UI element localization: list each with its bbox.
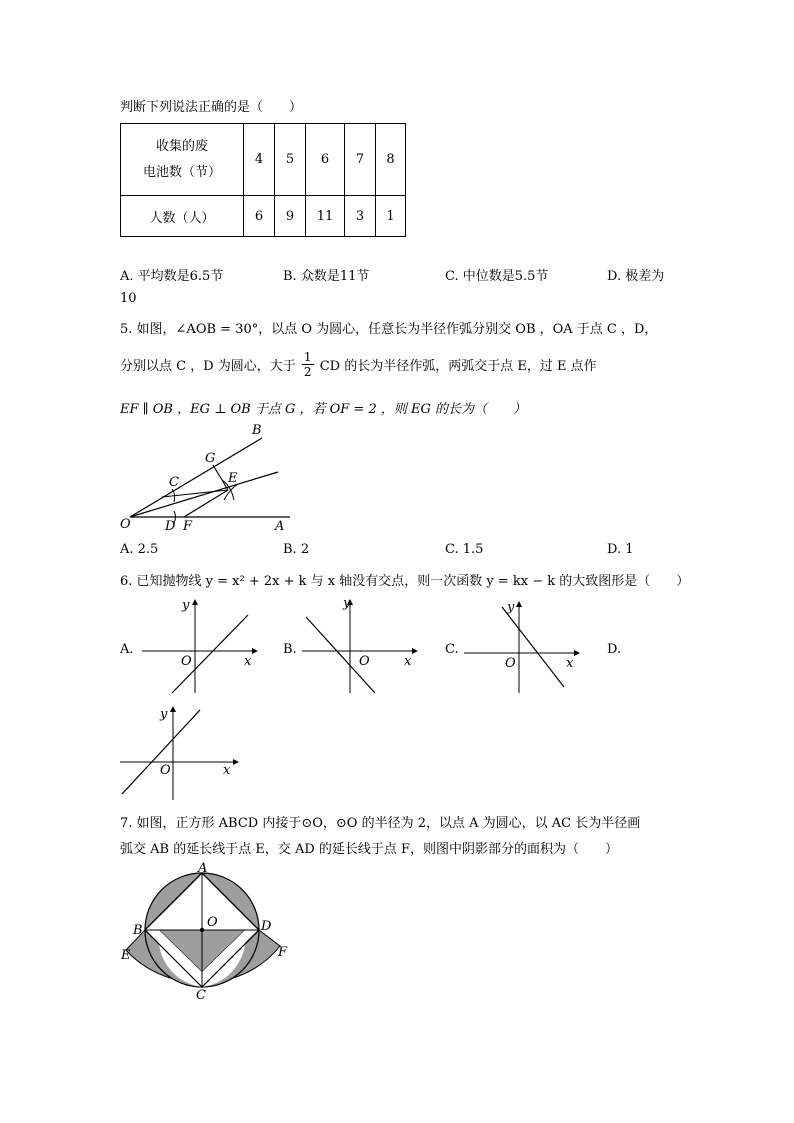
label-o: O xyxy=(207,915,218,930)
table-cell: 11 xyxy=(306,196,345,237)
axis-label-y: y xyxy=(507,600,515,615)
fraction-denominator: 2 xyxy=(303,365,312,379)
table-header-line2: 电池数（节） xyxy=(142,164,221,180)
label-d: D xyxy=(261,919,272,934)
table-cell: 4 xyxy=(244,124,275,196)
x-arrow-icon xyxy=(233,759,239,765)
q6-option-d-label[interactable]: D. xyxy=(607,642,622,657)
x-arrow-icon xyxy=(412,648,418,654)
table-cell: 3 xyxy=(345,196,376,237)
axis-label-x: x xyxy=(244,654,252,669)
fraction xyxy=(302,350,314,379)
q5-line2-a: 分别以点 C ，D 为圆心，大于 xyxy=(120,359,296,374)
graph-option-c[interactable] xyxy=(462,595,582,695)
q6-option-b-label[interactable]: B. xyxy=(283,642,297,657)
q4-stem: 判断下列说法正确的是（ ） xyxy=(120,100,303,115)
q5-option-d[interactable]: D. 1 xyxy=(607,542,634,557)
x-arrow-icon xyxy=(252,648,258,654)
graph-line xyxy=(122,710,200,794)
q6-stem: 6. 已知抛物线 y = x² + 2x + k 与 x 轴没有交点，则一次函数 y = kx − k 的大致图形是（ ） xyxy=(120,574,690,589)
table-header-cell: 人数（人） xyxy=(121,196,244,237)
label-g: G xyxy=(205,451,216,466)
battery-table xyxy=(120,123,406,237)
label-d: D xyxy=(165,519,176,534)
graph-option-a[interactable] xyxy=(140,595,260,695)
q5-line1: 5. 如图，∠AOB = 30°，以点 O 为圆心，任意长为半径作弧分别交 OB ，OA 于点 C ，D， xyxy=(120,322,658,337)
segment-eg xyxy=(213,465,228,490)
circle-square-figure xyxy=(118,862,298,1002)
origin-label: O xyxy=(505,656,516,671)
label-f: F xyxy=(278,945,288,960)
q5-line3: EF ∥ OB ，EG ⊥ OB 于点 G ，若 OF = 2 ，则 EG 的长为（ ） xyxy=(120,402,526,417)
q5-line2 xyxy=(120,350,597,384)
y-arrow-icon xyxy=(192,599,198,605)
ray-oe xyxy=(130,472,278,517)
table-cell: 5 xyxy=(275,124,306,196)
axis-label-x: x xyxy=(223,763,231,778)
label-c: C xyxy=(196,988,206,1002)
angle-figure xyxy=(110,420,300,535)
q4-option-d[interactable]: D. 极差为 xyxy=(607,269,665,284)
table-cell: 6 xyxy=(306,124,345,196)
axis-label-y: y xyxy=(343,596,351,611)
label-e: E xyxy=(121,948,131,963)
ray-ob xyxy=(130,438,262,517)
axis-label-x: x xyxy=(566,656,574,671)
table-row xyxy=(121,196,406,237)
label-b: B xyxy=(252,423,262,438)
label-e: E xyxy=(228,471,238,486)
x-arrow-icon xyxy=(574,650,580,656)
table-cell: 8 xyxy=(376,124,406,196)
axis-label-y: y xyxy=(182,598,190,613)
q4-option-d-wrap: 10 xyxy=(120,291,137,306)
q4-option-b[interactable]: B. 众数是11节 xyxy=(283,269,370,284)
q4-option-c[interactable]: C. 中位数是5.5节 xyxy=(445,269,549,284)
origin-label: O xyxy=(359,654,370,669)
q7-line1: 7. 如图，正方形 ABCD 内接于⊙O，⊙O 的半径为 2，以点 A 为圆心，以 AC 长为半径画 xyxy=(120,816,641,831)
center-point xyxy=(200,928,204,932)
table-cell: 1 xyxy=(376,196,406,237)
q5-option-a[interactable]: A. 2.5 xyxy=(120,542,159,557)
table-cell: 6 xyxy=(244,196,275,237)
graph-option-b[interactable] xyxy=(300,595,420,695)
q5-line2-b: CD 的长为半径作弧，两弧交于点 E，过 E 点作 xyxy=(319,359,597,374)
graph-line xyxy=(502,607,564,687)
table-header-line1: 收集的废 xyxy=(155,138,208,154)
axis-label-x: x xyxy=(404,654,412,669)
origin-label: O xyxy=(160,763,171,778)
q6-option-c-label[interactable]: C. xyxy=(445,642,459,657)
label-a: A xyxy=(275,519,285,534)
label-f: F xyxy=(183,519,193,534)
y-arrow-icon xyxy=(516,601,522,607)
table-cell: 7 xyxy=(345,124,376,196)
q5-option-b[interactable]: B. 2 xyxy=(283,542,310,557)
q6-option-a-label[interactable]: A. xyxy=(120,642,134,657)
table-cell: 9 xyxy=(275,196,306,237)
q7-line2: 弧交 AB 的延长线于点 E，交 AD 的延长线于点 F，则图中阴影部分的面积为（ ） xyxy=(120,842,619,857)
table-header-cell xyxy=(121,124,244,196)
label-c: C xyxy=(169,475,179,490)
table-row xyxy=(121,124,406,196)
label-o: O xyxy=(120,517,131,532)
axis-label-y: y xyxy=(160,707,168,722)
q4-option-a[interactable]: A. 平均数是6.5节 xyxy=(120,269,224,284)
label-a: A xyxy=(198,862,208,876)
fraction-numerator: 1 xyxy=(303,350,312,364)
origin-label: O xyxy=(181,654,192,669)
q5-option-c[interactable]: C. 1.5 xyxy=(445,542,484,557)
label-b: B xyxy=(133,923,143,938)
graph-option-d[interactable] xyxy=(118,702,243,802)
y-arrow-icon xyxy=(170,706,176,712)
